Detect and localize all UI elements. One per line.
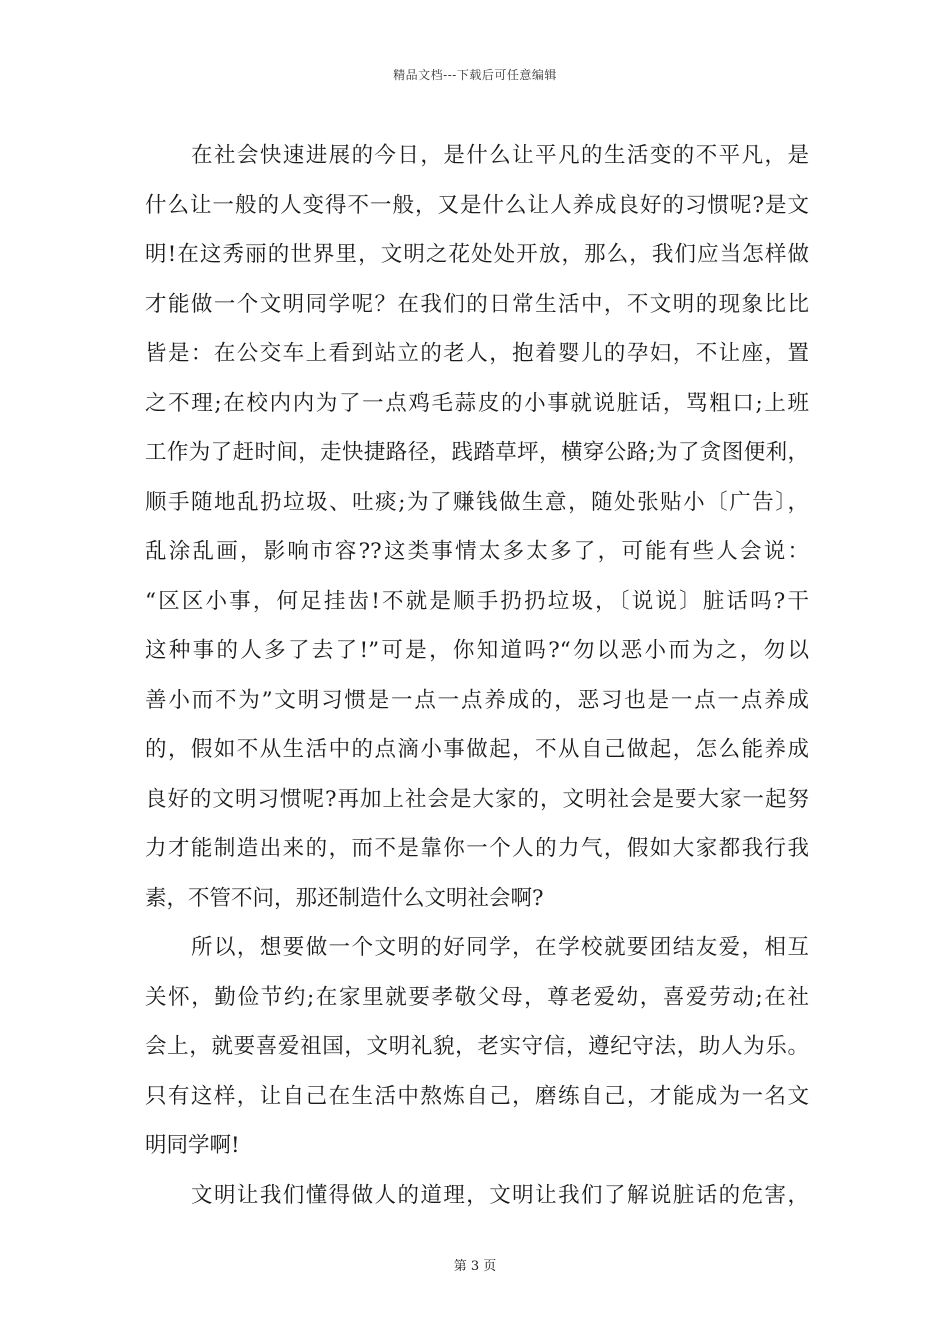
paragraph-1-line-16: 素，不管不问，那还制造什么文明社会啊?	[145, 885, 544, 911]
paragraph-1-line-7: 工作为了赶时间，走快捷路径，践踏草坪，横穿公路;为了贪图便利，	[145, 440, 809, 465]
page-number: 第 3 页	[453, 1259, 497, 1274]
paragraph-1-line-12: 善小而不为”文明习惯是一点一点养成的，恶习也是一点一点养成	[145, 687, 809, 713]
paragraph-1-line-15: 力才能制造出来的，而不是靠你一个人的力气，假如大家都我行我	[145, 836, 809, 861]
paragraph-2-line-5: 明同学啊!	[145, 1133, 240, 1158]
paragraph-1-line-3: 明!在这秀丽的世界里，文明之花处处开放，那么，我们应当怎样做	[145, 242, 809, 267]
paragraph-1-line-4: 才能做一个文明同学呢？在我们的日常生活中，不文明的现象比比	[145, 291, 809, 317]
paragraph-1-line-8: 顺手随地乱扔垃圾、吐痰;为了赚钱做生意，随处张贴小〔广告〕，	[145, 489, 809, 515]
paragraph-2-line-3: 会上，就要喜爱祖国，文明礼貌，老实守信，遵纪守法，助人为乐。	[145, 1034, 809, 1059]
paragraph-2-line-1: 所以，想要做一个文明的好同学，在学校就要团结友爱，相互	[191, 935, 809, 960]
paragraph-1-line-13: 的，假如不从生活中的点滴小事做起，不从自己做起，怎么能养成	[145, 737, 809, 762]
paragraph-1-line-14: 良好的文明习惯呢?再加上社会是大家的，文明社会是要大家一起努	[145, 786, 809, 812]
page-header: 精品文档---下载后可任意编辑	[393, 68, 557, 82]
paragraph-1-line-5: 皆是：在公交车上看到站立的老人，抱着婴儿的孕妇，不让座，置	[145, 341, 809, 366]
paragraph-1-line-9: 乱涂乱画，影响市容??这类事情太多太多了，可能有些人会说：	[145, 539, 809, 564]
paragraph-1-line-10: “区区小事，何足挂齿!不就是顺手扔扔垃圾，〔说说〕脏话吗?干	[145, 588, 809, 614]
paragraph-1-line-2: 什么让一般的人变得不一般，又是什么让人养成良好的习惯呢?是文	[145, 192, 809, 218]
document-body	[145, 131, 809, 1220]
paragraph-1-line-11: 这种事的人多了去了!”可是，你知道吗?“勿以恶小而为之，勿以	[145, 638, 809, 663]
paragraph-2-line-4: 只有这样，让自己在生活中熬炼自己，磨练自己，才能成为一名文	[145, 1083, 809, 1109]
paragraph-3-line-1: 文明让我们懂得做人的道理，文明让我们了解说脏话的危害，	[191, 1182, 809, 1208]
paragraph-1-line-6: 之不理;在校内内为了一点鸡毛蒜皮的小事就说脏话，骂粗口;上班	[145, 390, 809, 416]
paragraph-1-line-1: 在社会快速进展的今日，是什么让平凡的生活变的不平凡，是	[191, 143, 809, 168]
paragraph-2-line-2: 关怀，勤俭节约;在家里就要孝敬父母，尊老爱幼，喜爱劳动;在社	[145, 984, 809, 1010]
